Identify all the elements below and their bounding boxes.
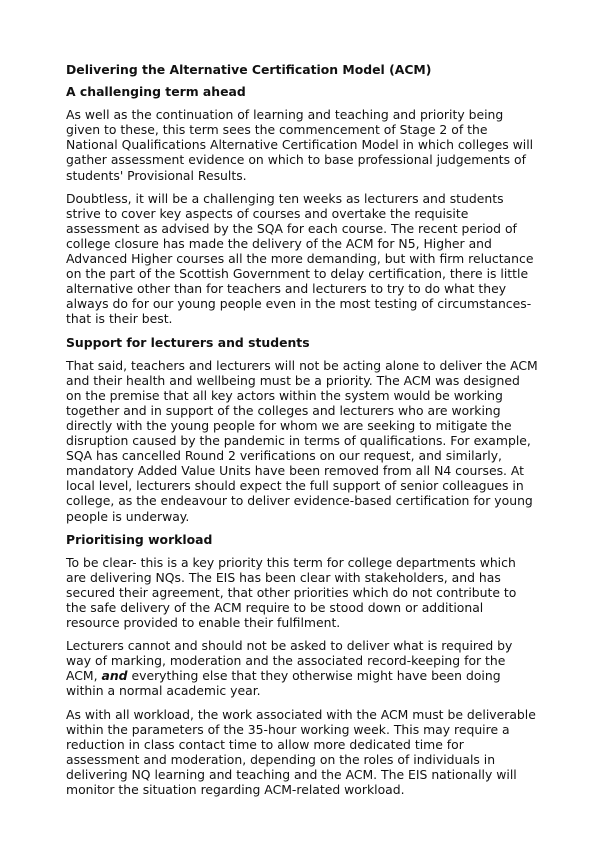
section-heading-support: Support for lecturers and students	[66, 334, 310, 350]
section-heading-workload: Prioritising workload	[66, 531, 213, 547]
paragraph-workload	[66, 638, 538, 698]
text-run: everything else that they otherwise might have been doing within a normal academic year.	[66, 668, 501, 699]
emphasis-text: and	[101, 668, 128, 684]
document-title: Delivering the Alternative Certification Model (ACM)	[66, 62, 432, 77]
paragraph: To be clear- this is a key priority this term for college departments which are delivering NQs. The EIS has been clear with stakeholders, and has secured their agreement, that other priorities which do not contribute to the safe delivery of the ACM require to be stood down or additional resource provided to enable their fulfilment.	[66, 554, 517, 631]
section-heading-challenging-term: A challenging term ahead	[66, 84, 246, 100]
text-run: Lecturers cannot and should not be asked to deliver what is required by way of marking, moderation and the associated record-keeping for the ACM,	[66, 638, 513, 684]
document-body	[66, 62, 538, 805]
paragraph: As well as the continuation of learning and teaching and priority being given to these, this term sees the commencement of Stage 2 of the National Qualifications Alternative Certification Model in which colleges will gather assessment evidence on which to base professional judgements of students' Provisional Results.	[66, 107, 534, 183]
paragraph: As with all workload, the work associated with the ACM must be deliverable within the parameters of the 35-hour working week. This may require a reduction in class contact time to allow more dedicated time for assessment and moderation, depending on the roles of individuals in delivering NQ learning and teaching and the ACM. The EIS nationally will monitor the situation regarding ACM-related workload.	[66, 706, 536, 798]
paragraph: That said, teachers and lecturers will not be acting alone to deliver the ACM and their health and wellbeing must be a priority. The ACM was designed on the premise that all key actors within the system would be working together and in support of the colleges and lecturers who are working directly with the young people for whom we are seeking to mitigate the disruption caused by the pandemic in terms of qualifications. For example, SQA has cancelled Round 2 verifications on our request, and similarly, mandatory Added Value Units have been removed from all N4 courses. At local level, lecturers should expect the full support of senior colleagues in college, as the endeavour to deliver evidence-based certification for young people is underway.	[66, 357, 538, 524]
paragraph: Doubtless, it will be a challenging ten weeks as lecturers and students strive to cover key aspects of courses and overtake the requisite assessment as advised by the SQA for each course. The recent period of college closure has made the delivery of the ACM for N5, Higher and Advanced Higher courses all the more demanding, but with firm reluctance on the part of the Scottish Government to delay certification, there is little alternative other than for teachers and lecturers to try to do what they always do for our young people even in the most testing of circumstances- that is their best.	[66, 190, 534, 327]
